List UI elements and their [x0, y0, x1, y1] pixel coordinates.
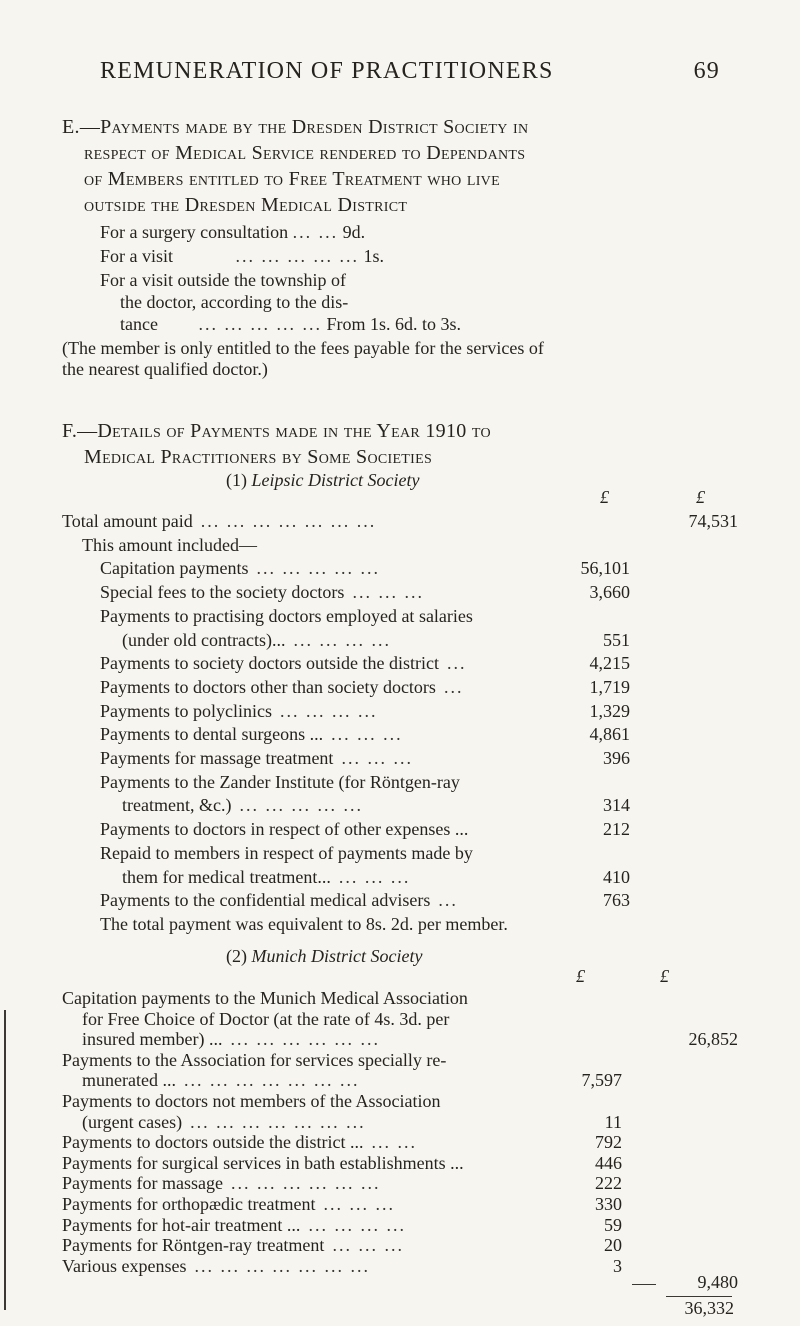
fee-label: For a surgery consultation	[100, 222, 289, 242]
running-header	[100, 58, 720, 85]
column-head-pounds: £	[600, 487, 609, 507]
row-label: Total amount paid	[62, 511, 193, 531]
amount-col-1: 212	[603, 819, 630, 840]
table-row	[62, 511, 376, 532]
leipsic-subheading	[226, 470, 419, 491]
amount-col-2: 74,531	[688, 511, 738, 531]
table-row	[62, 1235, 404, 1256]
subtotal-rule	[632, 1284, 656, 1285]
table-row	[62, 1132, 417, 1153]
table-row	[100, 748, 413, 769]
row-label: Payments to the Association for services specially re-	[62, 1049, 447, 1070]
table-row	[122, 630, 391, 651]
table-row	[62, 988, 468, 1009]
fee-value: 9d.	[342, 222, 366, 242]
row-label: Payments to society doctors outside the district	[100, 653, 439, 674]
amount-col-1: 3	[613, 1255, 622, 1276]
header-title: REMUNERATION OF PRACTITIONERS	[100, 58, 554, 84]
table-row	[100, 819, 468, 840]
row-label: Repaid to members in respect of payments made by	[100, 842, 473, 863]
row-label: them for medical treatment...	[122, 866, 331, 887]
row-label: Payments to the confidential medical advisers	[100, 890, 431, 911]
row-label: Capitation payments to the Munich Medical Association	[62, 988, 468, 1008]
amount-col-1: 446	[595, 1152, 622, 1173]
subheading-title: Munich District Society	[251, 946, 423, 966]
column-head-pounds: £	[660, 966, 669, 986]
row-label: (urgent cases)	[82, 1111, 183, 1132]
munich-total: 36,332	[684, 1298, 734, 1318]
leader-dots: ... ... ... ...	[308, 1214, 406, 1235]
amount-col-1: 551	[603, 629, 630, 650]
leader-dots: ... ... ...	[341, 748, 413, 768]
leipsic-total-note: The total payment was equivalent to 8s. 2d. per member.	[100, 914, 508, 934]
table-row	[62, 1091, 440, 1112]
amount-col-1: 4,861	[589, 724, 630, 745]
heading-line: Medical Practitioners by Some Societies	[84, 446, 433, 468]
row-label: Capitation payments	[100, 558, 249, 579]
row-label: (under old contracts)...	[122, 629, 286, 650]
table-row	[122, 867, 410, 888]
row-label: Payments for massage	[62, 1173, 223, 1194]
table-row	[62, 1215, 406, 1236]
amount-col-1: 4,215	[589, 653, 630, 674]
table-row	[100, 653, 466, 674]
leader-dots: ... ... ... ... ... ...	[230, 1173, 381, 1194]
subheading-number: (2)	[226, 946, 247, 966]
row-label: treatment, &c.)	[122, 795, 232, 816]
munich-subtotal: 9,480	[697, 1272, 738, 1292]
amount-col-1: 20	[604, 1235, 622, 1256]
page-edge-shadow	[4, 1010, 6, 1310]
note-line: (The member is only entitled to the fees payable for the services of	[62, 338, 544, 358]
row-label: Payments for orthopædic treatment	[62, 1194, 316, 1214]
heading-line: outside the Dresden Medical District	[84, 194, 408, 216]
amount-col-1: 1,719	[589, 676, 630, 697]
leader-dots: ... ... ...	[338, 866, 411, 887]
fee-row: For a visit outside the township of	[100, 270, 346, 290]
table-row	[100, 843, 473, 864]
leader-dots: ... ... ... ... ... ... ...	[200, 511, 377, 531]
table-row	[82, 1070, 359, 1091]
fee-row: the doctor, according to the dis-	[120, 292, 349, 312]
row-label: munerated ...	[82, 1070, 176, 1091]
table-row	[82, 1009, 449, 1030]
row-label: Payments for hot-air treatment ...	[62, 1214, 301, 1235]
amount-col-1: 1,329	[589, 700, 630, 721]
row-label: Payments to doctors not members of the Association	[62, 1091, 441, 1111]
row-label: for Free Choice of Doctor (at the rate of 4s. 3d. per	[82, 1008, 450, 1029]
leader-dots: ... ... ... ...	[279, 700, 378, 721]
row-label: Payments to practising doctors employed at salaries	[100, 605, 473, 626]
leader-dots: ... ... ... ... ...	[235, 246, 360, 266]
leader-dots: ...	[446, 653, 467, 674]
munich-subheading	[226, 946, 422, 967]
table-row	[100, 701, 377, 722]
leader-dots: ... ... ...	[352, 582, 424, 603]
row-label: This amount included—	[82, 534, 257, 555]
row-label: Payments to the Zander Institute (for Röntgen-ray	[100, 771, 460, 792]
table-row	[82, 1029, 380, 1050]
leader-dots: ... ...	[371, 1132, 417, 1153]
leader-dots: ... ... ...	[331, 724, 403, 745]
leader-dots: ... ... ... ... ... ...	[230, 1029, 380, 1050]
row-label: Various expenses	[62, 1255, 187, 1276]
amount-col-1: 792	[595, 1132, 622, 1153]
fee-row	[120, 314, 461, 335]
fee-row	[100, 222, 365, 243]
leader-dots: ... ... ... ... ...	[256, 558, 380, 579]
amount-col-2: 26,852	[688, 1029, 738, 1050]
amount-col-1: 314	[603, 795, 630, 816]
leader-dots: ... ... ... ... ...	[198, 314, 322, 334]
row-label: Payments to dental surgeons ...	[100, 724, 324, 745]
leader-dots: ... ... ...	[332, 1235, 404, 1256]
leader-dots: ... ... ... ... ...	[239, 795, 363, 816]
amount-col-1: 396	[603, 748, 630, 768]
amount-col-1: 56,101	[580, 558, 630, 579]
note-line: the nearest qualified doctor.)	[62, 359, 268, 379]
row-label: Payments for massage treatment	[100, 748, 334, 768]
leader-dots: ... ... ... ...	[293, 629, 391, 650]
table-row	[100, 724, 403, 745]
heading-line: F.—Details of Payments made in the Year 1910 to	[62, 420, 491, 442]
row-label: insured member) ...	[82, 1029, 223, 1050]
row-label: Payments for surgical services in bath establishments ...	[62, 1152, 464, 1173]
leader-dots: ...	[438, 890, 458, 911]
table-row	[82, 535, 257, 556]
fee-value: 1s.	[363, 246, 385, 266]
section-f-heading	[62, 418, 491, 470]
heading-line: of Members entitled to Free Treatment who live	[84, 168, 500, 190]
amount-col-1: 763	[603, 890, 630, 911]
table-row	[100, 582, 424, 603]
amount-col-1: 7,597	[581, 1070, 622, 1091]
section-e-heading	[62, 114, 528, 218]
subheading-number: (1)	[226, 470, 247, 490]
heading-line: respect of Medical Service rendered to Dependants	[84, 142, 526, 164]
heading-line: E.—Payments made by the Dresden District Society in	[62, 116, 529, 138]
fee-note	[62, 338, 544, 380]
table-row	[62, 1153, 464, 1174]
table-row	[100, 772, 460, 793]
row-label: Payments to doctors outside the district ...	[62, 1132, 364, 1153]
amount-col-1: 3,660	[589, 582, 630, 603]
table-row	[100, 677, 463, 698]
amount-col-1: 59	[604, 1214, 622, 1235]
table-row	[122, 795, 363, 816]
leader-dots: ... ... ... ... ... ... ...	[190, 1111, 366, 1132]
table-row	[62, 1050, 446, 1071]
page-number: 69	[693, 58, 720, 84]
column-head-pounds: £	[696, 487, 705, 507]
table-row	[100, 890, 458, 911]
table-row	[100, 606, 473, 627]
amount-col-1: 222	[595, 1173, 622, 1194]
table-row	[82, 1112, 366, 1133]
table-row	[62, 1194, 395, 1215]
amount-col-1: 410	[603, 866, 630, 887]
fee-row	[100, 246, 384, 267]
column-head-pounds: £	[576, 966, 585, 986]
leader-dots: ... ... ... ... ... ... ...	[194, 1255, 370, 1276]
row-label: Payments to doctors in respect of other expenses ...	[100, 819, 469, 840]
total-rule	[666, 1296, 732, 1297]
amount-col-1: 11	[604, 1111, 622, 1132]
row-label: Payments to doctors other than society doctors	[100, 676, 436, 697]
row-label: Special fees to the society doctors	[100, 582, 345, 603]
leader-dots: ...	[443, 676, 464, 697]
table-row	[62, 1173, 380, 1194]
fee-label: tance	[120, 314, 158, 334]
subheading-title: Leipsic District Society	[251, 470, 420, 490]
fee-value: From 1s. 6d. to 3s.	[326, 314, 461, 334]
fee-label: For a visit	[100, 246, 174, 266]
table-row	[62, 1256, 370, 1277]
leader-dots: ... ... ... ... ... ... ...	[183, 1070, 360, 1091]
leader-dots: ... ...	[292, 222, 339, 242]
table-row	[100, 558, 380, 579]
amount-col-1: 330	[595, 1194, 622, 1214]
leader-dots: ... ... ...	[323, 1194, 395, 1214]
row-label: Payments to polyclinics	[100, 700, 272, 721]
row-label: Payments for Röntgen-ray treatment	[62, 1235, 325, 1256]
